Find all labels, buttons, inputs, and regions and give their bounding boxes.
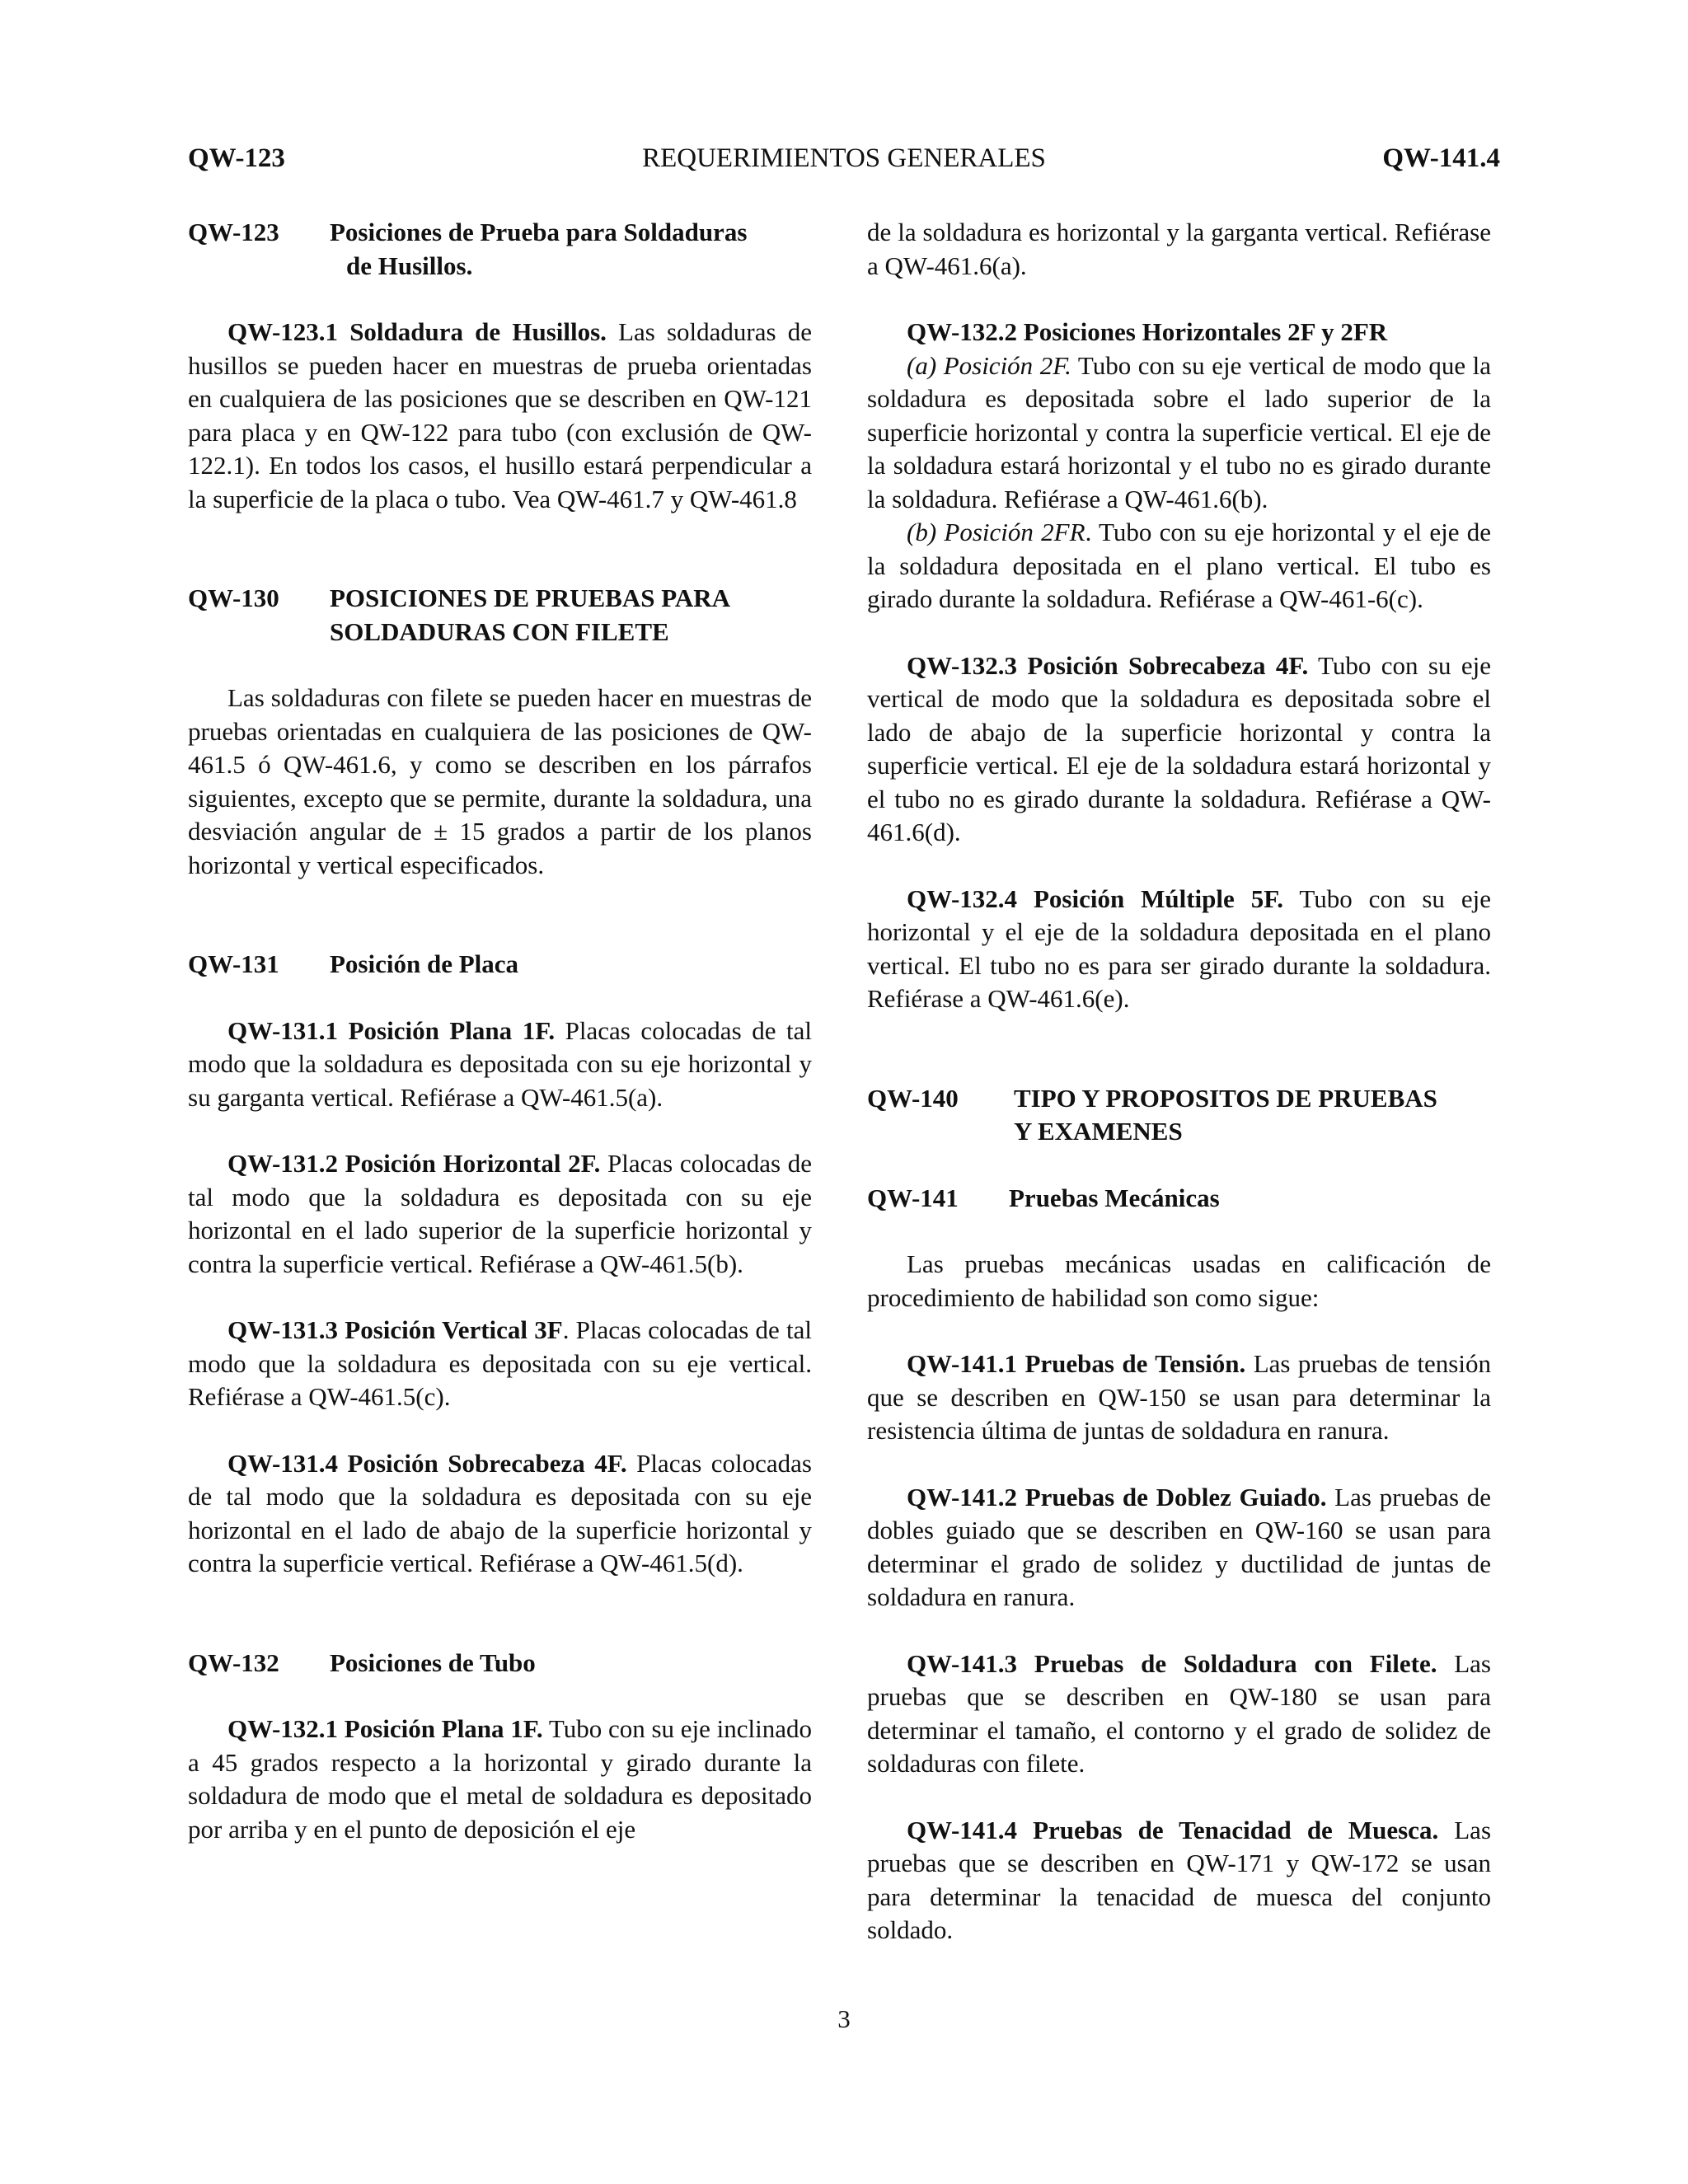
paragraph-lead: (a) Posición 2F. [907, 350, 1071, 380]
section-number: QW-132 [188, 1647, 279, 1677]
section-title: Posiciones de Tubo [330, 1647, 536, 1677]
paragraph-qw132-2 [867, 316, 1491, 349]
paragraph-qw131-4 [188, 1447, 812, 1581]
header-right-section: QW-141.4 [1382, 143, 1500, 173]
section-title-line: TIPO Y PROPOSITOS DE PRUEBAS [1014, 1083, 1437, 1113]
section-heading-qw131 [188, 948, 812, 982]
page-number: 3 [837, 2004, 851, 2033]
paragraph-qw132-1 [188, 1713, 812, 1846]
header-left-section: QW-123 [188, 143, 285, 173]
section-heading-qw130 [188, 582, 812, 649]
section-number: QW-123 [188, 218, 279, 246]
section-heading-qw140 [867, 1082, 1491, 1149]
section-title-line: de Husillos. [346, 251, 473, 280]
paragraph-lead: QW-132.1 Posición Plana 1F. [227, 1714, 543, 1743]
paragraph-qw132-4 [867, 883, 1491, 1016]
section-title-line: Posiciones de Prueba para Soldaduras [330, 218, 748, 246]
paragraph-lead: QW-141.2 Pruebas de Doblez Guiado. [907, 1482, 1327, 1511]
paragraph-lead: (b) Posición 2FR [907, 518, 1085, 546]
paragraph-text: Placas colocadas de tal modo que la soldadura es depositada con su eje horizontal en el lado superior de la superficie horizontal y contra la superficie vertical. Refiérase a QW-461.5(b). [188, 1149, 812, 1278]
paragraph-text: Las pruebas de tensión que se describen en QW-150 se usan para determinar la resistencia última de juntas de soldadura en ranura. [867, 1349, 1491, 1445]
section-title-line: SOLDADURAS CON FILETE [330, 616, 669, 646]
paragraph-lead: QW-131.2 Posición Horizontal 2F. [227, 1149, 601, 1178]
section-number: QW-141 [867, 1183, 959, 1212]
paragraph-lead: QW-132.2 Posiciones Horizontales 2F y 2FR [907, 317, 1388, 346]
paragraph-text: Tubo con su eje inclinado a 45 grados respecto a la horizontal y girado durante la soldadura de modo que el metal de soldadura es depositado por arriba y en el punto de deposición el eje [188, 1714, 813, 1844]
paragraph-qw141-2 [867, 1481, 1491, 1615]
paragraph-qw141-4 [867, 1814, 1491, 1947]
paragraph-text: Tubo con su eje vertical de modo que la soldadura es depositada sobre el lado superior de la superficie horizontal y contra la superficie vertical. El eje de la soldadura estará horizontal y el tubo no es girado durante la soldadura. Refiérase a QW-461.6(b). [867, 350, 1492, 513]
paragraph-qw132-1-continued: de la soldadura es horizontal y la garganta vertical. Refiérase a QW-461.6(a). [867, 218, 1491, 280]
paragraph-text: Tubo con su eje vertical de modo que la soldadura es depositada sobre el lado de abajo de la superficie horizontal y contra la superficie vertical. El eje de la soldadura estará horizontal y el tubo no es girado durante la soldadura. Refiérase a QW-461.6(d). [867, 650, 1491, 846]
header-title: REQUERIMIENTOS GENERALES [642, 143, 1046, 173]
paragraph-lead: QW-141.3 Pruebas de Soldadura con Filete. [907, 1648, 1437, 1678]
section-title: Pruebas Mecánicas [1009, 1183, 1220, 1212]
section-number: QW-140 [867, 1083, 959, 1113]
paragraph-qw131-3 [188, 1314, 812, 1414]
paragraph-text: Las pruebas que se describen en QW-171 y QW-172 se usan para determinar la tenacidad de muesca del conjunto soldado. [867, 1815, 1492, 1944]
paragraph-lead: QW-132.4 Posición Múltiple 5F. [907, 883, 1284, 913]
section-heading-qw123 [188, 216, 812, 283]
paragraph-qw141: Las pruebas mecánicas usadas en calificación de procedimiento de habilidad son como sigue: [867, 1249, 1491, 1312]
paragraph-lead: QW-131.1 Posición Plana 1F. [227, 1015, 556, 1045]
paragraph-qw132-2a [867, 349, 1491, 517]
paragraph-qw123-1 [188, 316, 812, 516]
paragraph-qw132-2b [867, 516, 1491, 616]
paragraph-text: . Placas colocadas de tal modo que la soldadura es depositada con su eje vertical. Refiérase a QW-461.5(c). [188, 1315, 812, 1411]
paragraph-text: Las soldaduras de husillos se pueden hacer en muestras de prueba orientadas en cualquiera de las posiciones que se describen en QW-121 para placa y en QW-122 para tubo (con exclusión de QW-122.1). En todos los casos, el husillo estará perpendicular a la superficie de la placa o tubo. Vea QW-461.7 y QW-461.8 [188, 317, 812, 513]
running-header [188, 143, 1500, 185]
paragraph-lead: QW-131.3 Posición Vertical 3F [227, 1315, 563, 1344]
section-title: Posición de Placa [330, 949, 519, 978]
paragraph-lead: QW-123.1 Soldadura de Husillos. [227, 317, 607, 346]
paragraph-text: Las pruebas que se describen en QW-180 se usan para determinar el tamaño, el contorno y el grado de solidez de soldaduras con filete. [867, 1648, 1491, 1778]
section-title-line: POSICIONES DE PRUEBAS PARA [330, 583, 731, 612]
left-column [188, 216, 812, 1846]
section-title-line: Y EXAMENES [1014, 1117, 1183, 1146]
paragraph-qw131-2 [188, 1147, 812, 1281]
paragraph-lead: QW-132.3 Posición Sobrecabeza 4F. [907, 650, 1309, 680]
section-number: QW-130 [188, 583, 279, 612]
paragraph-qw130: Las soldaduras con filete se pueden hacer en muestras de pruebas orientadas en cualquiera de las posiciones de QW-461.5 ó QW-461.6, y como se describen en los párrafos siguientes, excepto que se permite, durante la soldadura, una desviación angular de ± 15 grados a partir de los planos horizontal y vertical especificados. [188, 683, 812, 879]
paragraph-qw141-1 [867, 1347, 1491, 1448]
paragraph-lead: QW-141.1 Pruebas de Tensión. [907, 1349, 1246, 1378]
paragraph-text: . Tubo con su eje horizontal y el eje de la soldadura depositada en el plano vertical. El tubo es girado durante la soldadura. Refiérase a QW-461-6(c). [867, 518, 1491, 613]
section-heading-qw141 [867, 1182, 1491, 1216]
paragraph-text: Placas colocadas de tal modo que la soldadura es depositada con su eje horizontal y su garganta vertical. Refiérase a QW-461.5(a). [188, 1015, 812, 1112]
right-column [867, 216, 1491, 1947]
paragraph-text: Las pruebas de dobles guiado que se describen en QW-160 se usan para determinar el grado de solidez y ductilidad de juntas de soldadura en ranura. [867, 1482, 1491, 1611]
paragraph-lead: QW-141.4 Pruebas de Tenacidad de Muesca. [907, 1815, 1439, 1844]
paragraph-qw132-3 [867, 649, 1491, 850]
paragraph-qw131-1 [188, 1015, 812, 1115]
section-number: QW-131 [188, 949, 279, 978]
paragraph-qw141-3 [867, 1647, 1491, 1781]
paragraph-lead: QW-131.4 Posición Sobrecabeza 4F. [227, 1448, 627, 1478]
paragraph-text: Placas colocadas de tal modo que la soldadura es depositada con su eje horizontal en el lado de abajo de la superficie horizontal y contra la superficie vertical. Refiérase a QW-461.5(d). [188, 1448, 812, 1577]
paragraph-text: Tubo con su eje horizontal y el eje de la soldadura depositada en el plano vertical. El tubo no es para ser girado durante la soldadura. Refiérase a QW-461.6(e). [867, 883, 1491, 1013]
section-heading-qw132 [188, 1647, 812, 1680]
